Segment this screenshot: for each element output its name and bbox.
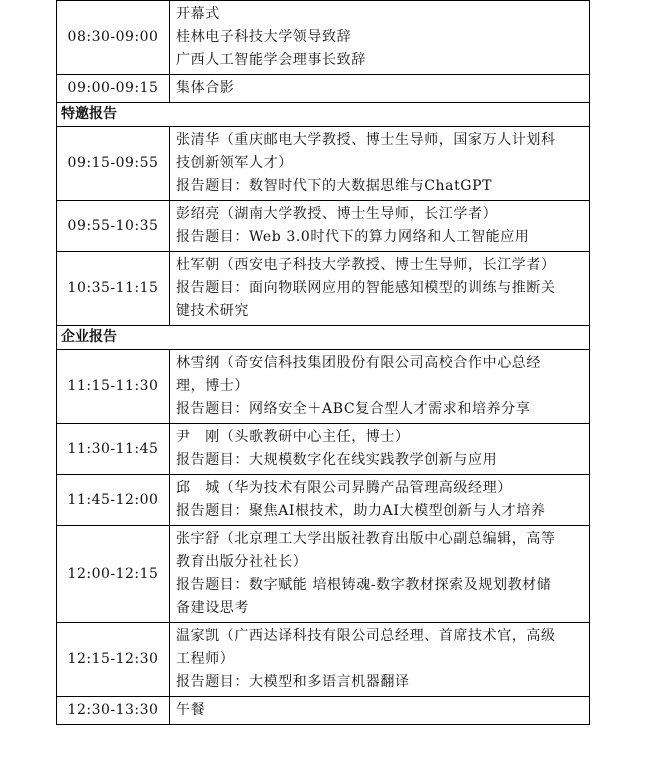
content-cell — [170, 623, 590, 697]
content-cell — [170, 75, 590, 103]
content-cell — [170, 1, 590, 75]
content-line: 张宇舒（北京理工大学出版社教育出版中心副总编辑，高等 — [176, 531, 556, 547]
section-title: 特邀报告 — [57, 103, 590, 127]
content-line: 广西人工智能学会理事长致辞 — [176, 52, 366, 68]
content-line: 杜军朝（西安电子科技大学教授、博士生导师，长江学者） — [176, 257, 556, 273]
time-cell: 11:15-11:30 — [57, 350, 170, 424]
section-header-row — [57, 103, 590, 127]
schedule-row — [57, 697, 590, 725]
content-line: 邱 城（华为技术有限公司昇腾产品管理高级经理） — [176, 480, 512, 496]
content-line: 报告题目：数智时代下的大数据思维与ChatGPT — [176, 178, 493, 194]
time-cell: 12:15-12:30 — [57, 623, 170, 697]
content-cell — [170, 127, 590, 201]
content-line: 尹 刚（头歌教研中心主任，博士） — [176, 429, 410, 445]
content-line: 温家凯（广西达译科技有限公司总经理、首席技术官，高级 — [176, 628, 556, 644]
content-line: 技创新领军人才） — [176, 155, 293, 171]
content-line: 开幕式 — [176, 6, 220, 22]
content-cell — [170, 424, 590, 475]
time-cell: 09:00-09:15 — [57, 75, 170, 103]
section-header-row — [57, 326, 590, 350]
content-line: 桂林电子科技大学领导致辞 — [176, 29, 352, 45]
time-cell: 11:45-12:00 — [57, 475, 170, 526]
schedule-row — [57, 350, 590, 424]
schedule-row — [57, 424, 590, 475]
content-cell — [170, 697, 590, 725]
content-line: 张清华（重庆邮电大学教授、博士生导师，国家万人计划科 — [176, 132, 556, 148]
time-cell: 12:30-13:30 — [57, 697, 170, 725]
content-line: 教育出版分社社长） — [176, 554, 308, 570]
content-line: 林雪纲（奇安信科技集团股份有限公司高校合作中心总经 — [176, 355, 541, 371]
content-line: 报告题目：网络安全＋ABC复合型人才需求和培养分享 — [176, 401, 531, 417]
content-cell — [170, 252, 590, 326]
content-line: 报告题目：大规模数字化在线实践教学创新与应用 — [176, 452, 498, 468]
content-line: 报告题目：Web 3.0时代下的算力网络和人工智能应用 — [176, 229, 530, 245]
content-line: 午餐 — [176, 702, 206, 718]
content-line: 报告题目：聚焦AI根技术，助力AI大模型创新与人才培养 — [176, 503, 546, 519]
content-cell — [170, 526, 590, 623]
content-line: 集体合影 — [176, 80, 235, 96]
section-title: 企业报告 — [57, 326, 590, 350]
schedule-row — [57, 1, 590, 75]
content-cell — [170, 475, 590, 526]
time-cell: 08:30-09:00 — [57, 1, 170, 75]
time-cell: 09:55-10:35 — [57, 201, 170, 252]
schedule-body — [57, 1, 590, 725]
content-line: 彭绍亮（湖南大学教授、博士生导师，长江学者） — [176, 206, 498, 222]
schedule-row — [57, 127, 590, 201]
schedule-table — [56, 0, 590, 725]
content-cell — [170, 350, 590, 424]
schedule-row — [57, 475, 590, 526]
schedule-row — [57, 526, 590, 623]
schedule-row — [57, 252, 590, 326]
schedule-row — [57, 201, 590, 252]
content-line: 工程师） — [176, 651, 235, 667]
content-line: 理，博士） — [176, 378, 249, 394]
schedule-row — [57, 75, 590, 103]
time-cell: 10:35-11:15 — [57, 252, 170, 326]
content-line: 键技术研究 — [176, 303, 249, 319]
time-cell: 12:00-12:15 — [57, 526, 170, 623]
time-cell: 11:30-11:45 — [57, 424, 170, 475]
content-line: 报告题目：大模型和多语言机器翻译 — [176, 674, 410, 690]
schedule-row — [57, 623, 590, 697]
content-line: 备建设思考 — [176, 600, 249, 616]
content-cell — [170, 201, 590, 252]
content-line: 报告题目：数字赋能 培根铸魂-数字教材探索及规划教材储 — [176, 577, 552, 593]
time-cell: 09:15-09:55 — [57, 127, 170, 201]
content-line: 报告题目：面向物联网应用的智能感知模型的训练与推断关 — [176, 280, 556, 296]
